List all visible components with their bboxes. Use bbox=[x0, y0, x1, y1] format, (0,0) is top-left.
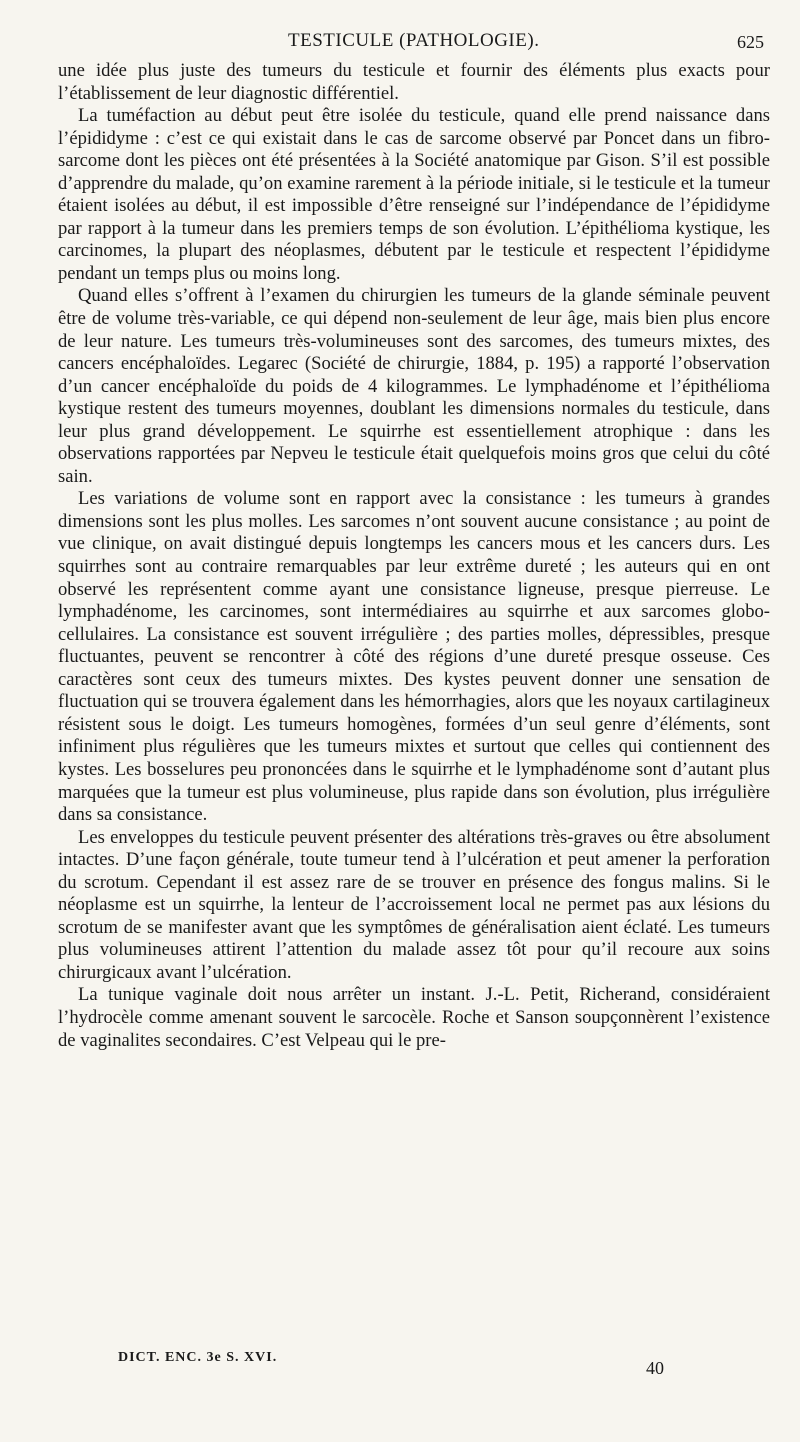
running-title: TESTICULE (PATHOLOGIE). bbox=[288, 30, 540, 51]
page-number: 625 bbox=[737, 32, 764, 52]
printer-signature: DICT. ENC. 3e S. XVI. bbox=[118, 1350, 278, 1365]
paragraph: La tunique vaginale doit nous arrêter un instant. J.-L. Petit, Richerand, considéraient l’hydrocèle comme amenant souvent le sarcocèle. Roche et Sanson soupçonnèrent l’existence de vaginalites secondaires. C’est Velpeau qui le pre- bbox=[58, 984, 770, 1051]
body-text bbox=[58, 60, 770, 1052]
paragraph: Les enveloppes du testicule peuvent présenter des altérations très-graves ou être absolument intactes. D’une façon générale, toute tumeur tend à l’ulcération et peut amener la perforation du scrotum. Cependant il est assez rare de se trouver en présence des fongus malins. Si le néoplasme est un squirrhe, la lenteur de l’accroissement local ne permet pas aux lésions du scrotum de se manifester avant que les symptômes de généralisation aient éclaté. Les tumeurs plus volumineuses attirent l’attention du malade assez tôt pour qu’il recoure aux soins chirurgicaux avant l’ulcération. bbox=[58, 826, 770, 983]
paragraph: Les variations de volume sont en rapport avec la consistance : les tumeurs à grandes dimensions sont les plus molles. Les sarcomes n’ont souvent aucune consistance ; au point de vue clinique, on avait distingué depuis longtemps les cancers mous et les cancers durs. Les squirrhes sont au contraire remarquables par leur extrême dureté ; les auteurs qui en ont observé les représentent comme ayant une consistance ligneuse, presque pierreuse. Le lymphadénome, les carcinomes, sont intermédiaires au squirrhe et aux sarcomes globo-cellulaires. La consistance est souvent irrégulière ; des parties molles, dépressibles, presque fluctuantes, peuvent se rencontrer à côté des régions d’une dureté presque osseuse. Ces caractères sont ceux des tumeurs mixtes. Des kystes peuvent donner une sensation de fluctuation qui se trouvera également dans les hémorrhagies, alors que les noyaux cartilagineux résistent sous le doigt. Les tumeurs homogènes, formées d’un seul genre d’éléments, sont infiniment plus régulières que les tumeurs mixtes et surtout que celles qui contiennent des kystes. Les bosselures peu prononcées dans le squirrhe et le lymphadénome sont d’autant plus marquées que la tumeur est plus volumineuse, plus rapide dans son évolution, plus irrégulière dans sa consistance. bbox=[58, 488, 770, 826]
page-header bbox=[0, 30, 800, 56]
sheet-number: 40 bbox=[646, 1358, 664, 1378]
paragraph: une idée plus juste des tumeurs du testicule et fournir des éléments plus exacts pour l’établissement de leur diagnostic différentiel. bbox=[58, 60, 770, 104]
paragraph: Quand elles s’offrent à l’examen du chirurgien les tumeurs de la glande séminale peuvent être de volume très-variable, ce qui dépend non-seulement de leur âge, mais bien plus encore de leur nature. Les tumeurs très-volumineuses sont des sarcomes, des tumeurs mixtes, des cancers encéphaloïdes. Legarec (Société de chirurgie, 1884, p. 195) a rapporté l’observation d’un cancer encéphaloïde du poids de 4 kilogrammes. Le lymphadénome et l’épithélioma kystique restent des tumeurs moyennes, doublant les dimensions normales du testicule, dans leur plus grand développement. Le squirrhe est essentiellement atrophique : dans les observations rapportées par Nepveu le testicule était quelquefois moins gros que celui du côté sain. bbox=[58, 285, 770, 487]
paragraph: La tuméfaction au début peut être isolée du testicule, quand elle prend naissance dans l’épididyme : c’est ce qui existait dans le cas de sarcome observé par Poncet dans un fibro-sarcome dont les pièces ont été présentées à la Société anatomique par Gison. S’il est possible d’apprendre du malade, qu’on examine rarement à la période initiale, si le testicule et la tumeur étaient isolées au début, il est impossible d’être renseigné sur l’indépendance de l’épididyme par rapport à la tumeur dans les premiers temps de son évolution. L’épithélioma kystique, les carcinomes, la plupart des néoplasmes, débutent par le testicule et respectent l’épididyme pendant un temps plus ou moins long. bbox=[58, 105, 770, 284]
page-footer bbox=[0, 1350, 800, 1380]
